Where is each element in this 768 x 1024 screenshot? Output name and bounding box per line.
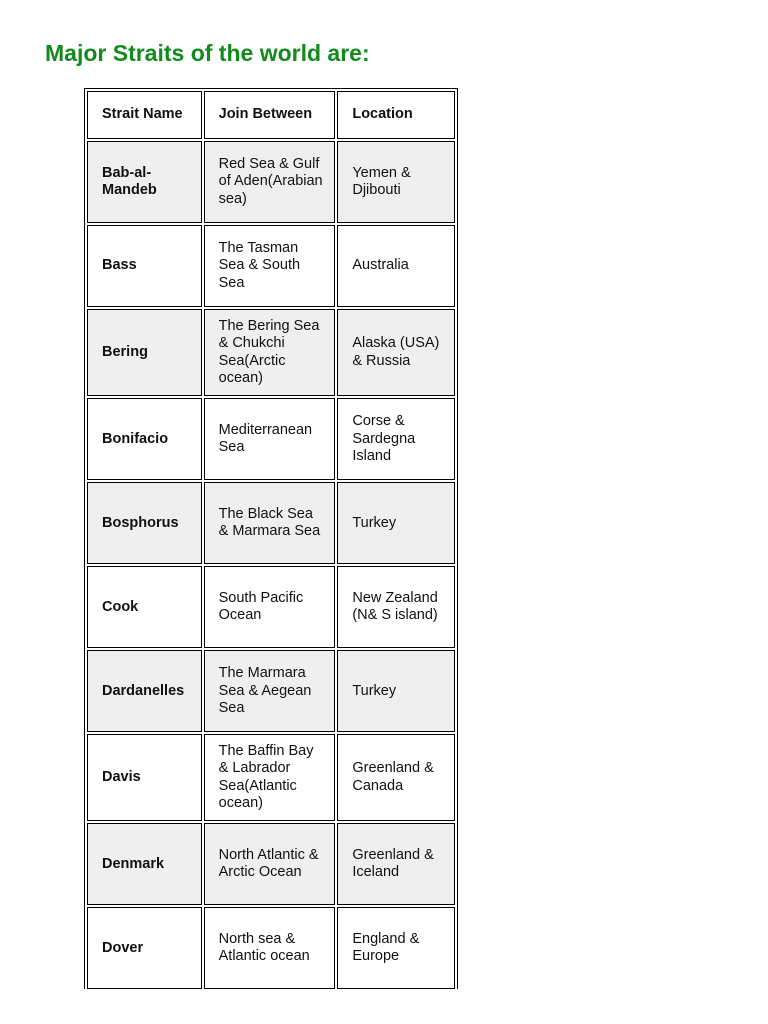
join-between-cell: The Black Sea & Marmara Sea <box>204 482 336 564</box>
location-cell: Corse & Sardegna Island <box>337 398 455 480</box>
location-cell: Yemen & Djibouti <box>337 141 455 223</box>
strait-name-cell: Bab-al-Mandeb <box>87 141 202 223</box>
strait-name-cell: Bonifacio <box>87 398 202 480</box>
table-row <box>87 650 455 732</box>
header-location: Location <box>337 91 455 139</box>
location-cell: Australia <box>337 225 455 307</box>
table-row <box>87 225 455 307</box>
location-cell: New Zealand (N& S island) <box>337 566 455 648</box>
join-between-cell: North Atlantic & Arctic Ocean <box>204 823 336 905</box>
location-cell: Turkey <box>337 482 455 564</box>
table-row <box>87 823 455 905</box>
join-between-cell: The Baffin Bay & Labrador Sea(Atlantic ocean) <box>204 734 336 821</box>
strait-name-cell: Denmark <box>87 823 202 905</box>
join-between-cell: South Pacific Ocean <box>204 566 336 648</box>
table-header-row <box>87 91 455 139</box>
location-cell: England & Europe <box>337 907 455 989</box>
strait-name-cell: Dardanelles <box>87 650 202 732</box>
strait-name-cell: Bosphorus <box>87 482 202 564</box>
join-between-cell: The Marmara Sea & Aegean Sea <box>204 650 336 732</box>
header-strait-name: Strait Name <box>87 91 202 139</box>
strait-name-cell: Davis <box>87 734 202 821</box>
strait-name-cell: Dover <box>87 907 202 989</box>
straits-table <box>84 88 458 989</box>
strait-name-cell: Cook <box>87 566 202 648</box>
strait-name-cell: Bass <box>87 225 202 307</box>
table-row <box>87 398 455 480</box>
join-between-cell: Red Sea & Gulf of Aden(Arabian sea) <box>204 141 336 223</box>
table-row <box>87 141 455 223</box>
table-row <box>87 566 455 648</box>
table-row <box>87 907 455 989</box>
table-row <box>87 734 455 821</box>
join-between-cell: The Tasman Sea & South Sea <box>204 225 336 307</box>
strait-name-cell: Bering <box>87 309 202 396</box>
page-title: Major Straits of the world are: <box>45 40 370 66</box>
join-between-cell: North sea & Atlantic ocean <box>204 907 336 989</box>
location-cell: Turkey <box>337 650 455 732</box>
straits-table-container <box>84 88 458 989</box>
location-cell: Greenland & Canada <box>337 734 455 821</box>
join-between-cell: The Bering Sea & Chukchi Sea(Arctic ocean) <box>204 309 336 396</box>
table-row <box>87 309 455 396</box>
table-row <box>87 482 455 564</box>
join-between-cell: Mediterranean Sea <box>204 398 336 480</box>
header-join-between: Join Between <box>204 91 336 139</box>
location-cell: Greenland & Iceland <box>337 823 455 905</box>
location-cell: Alaska (USA) & Russia <box>337 309 455 396</box>
